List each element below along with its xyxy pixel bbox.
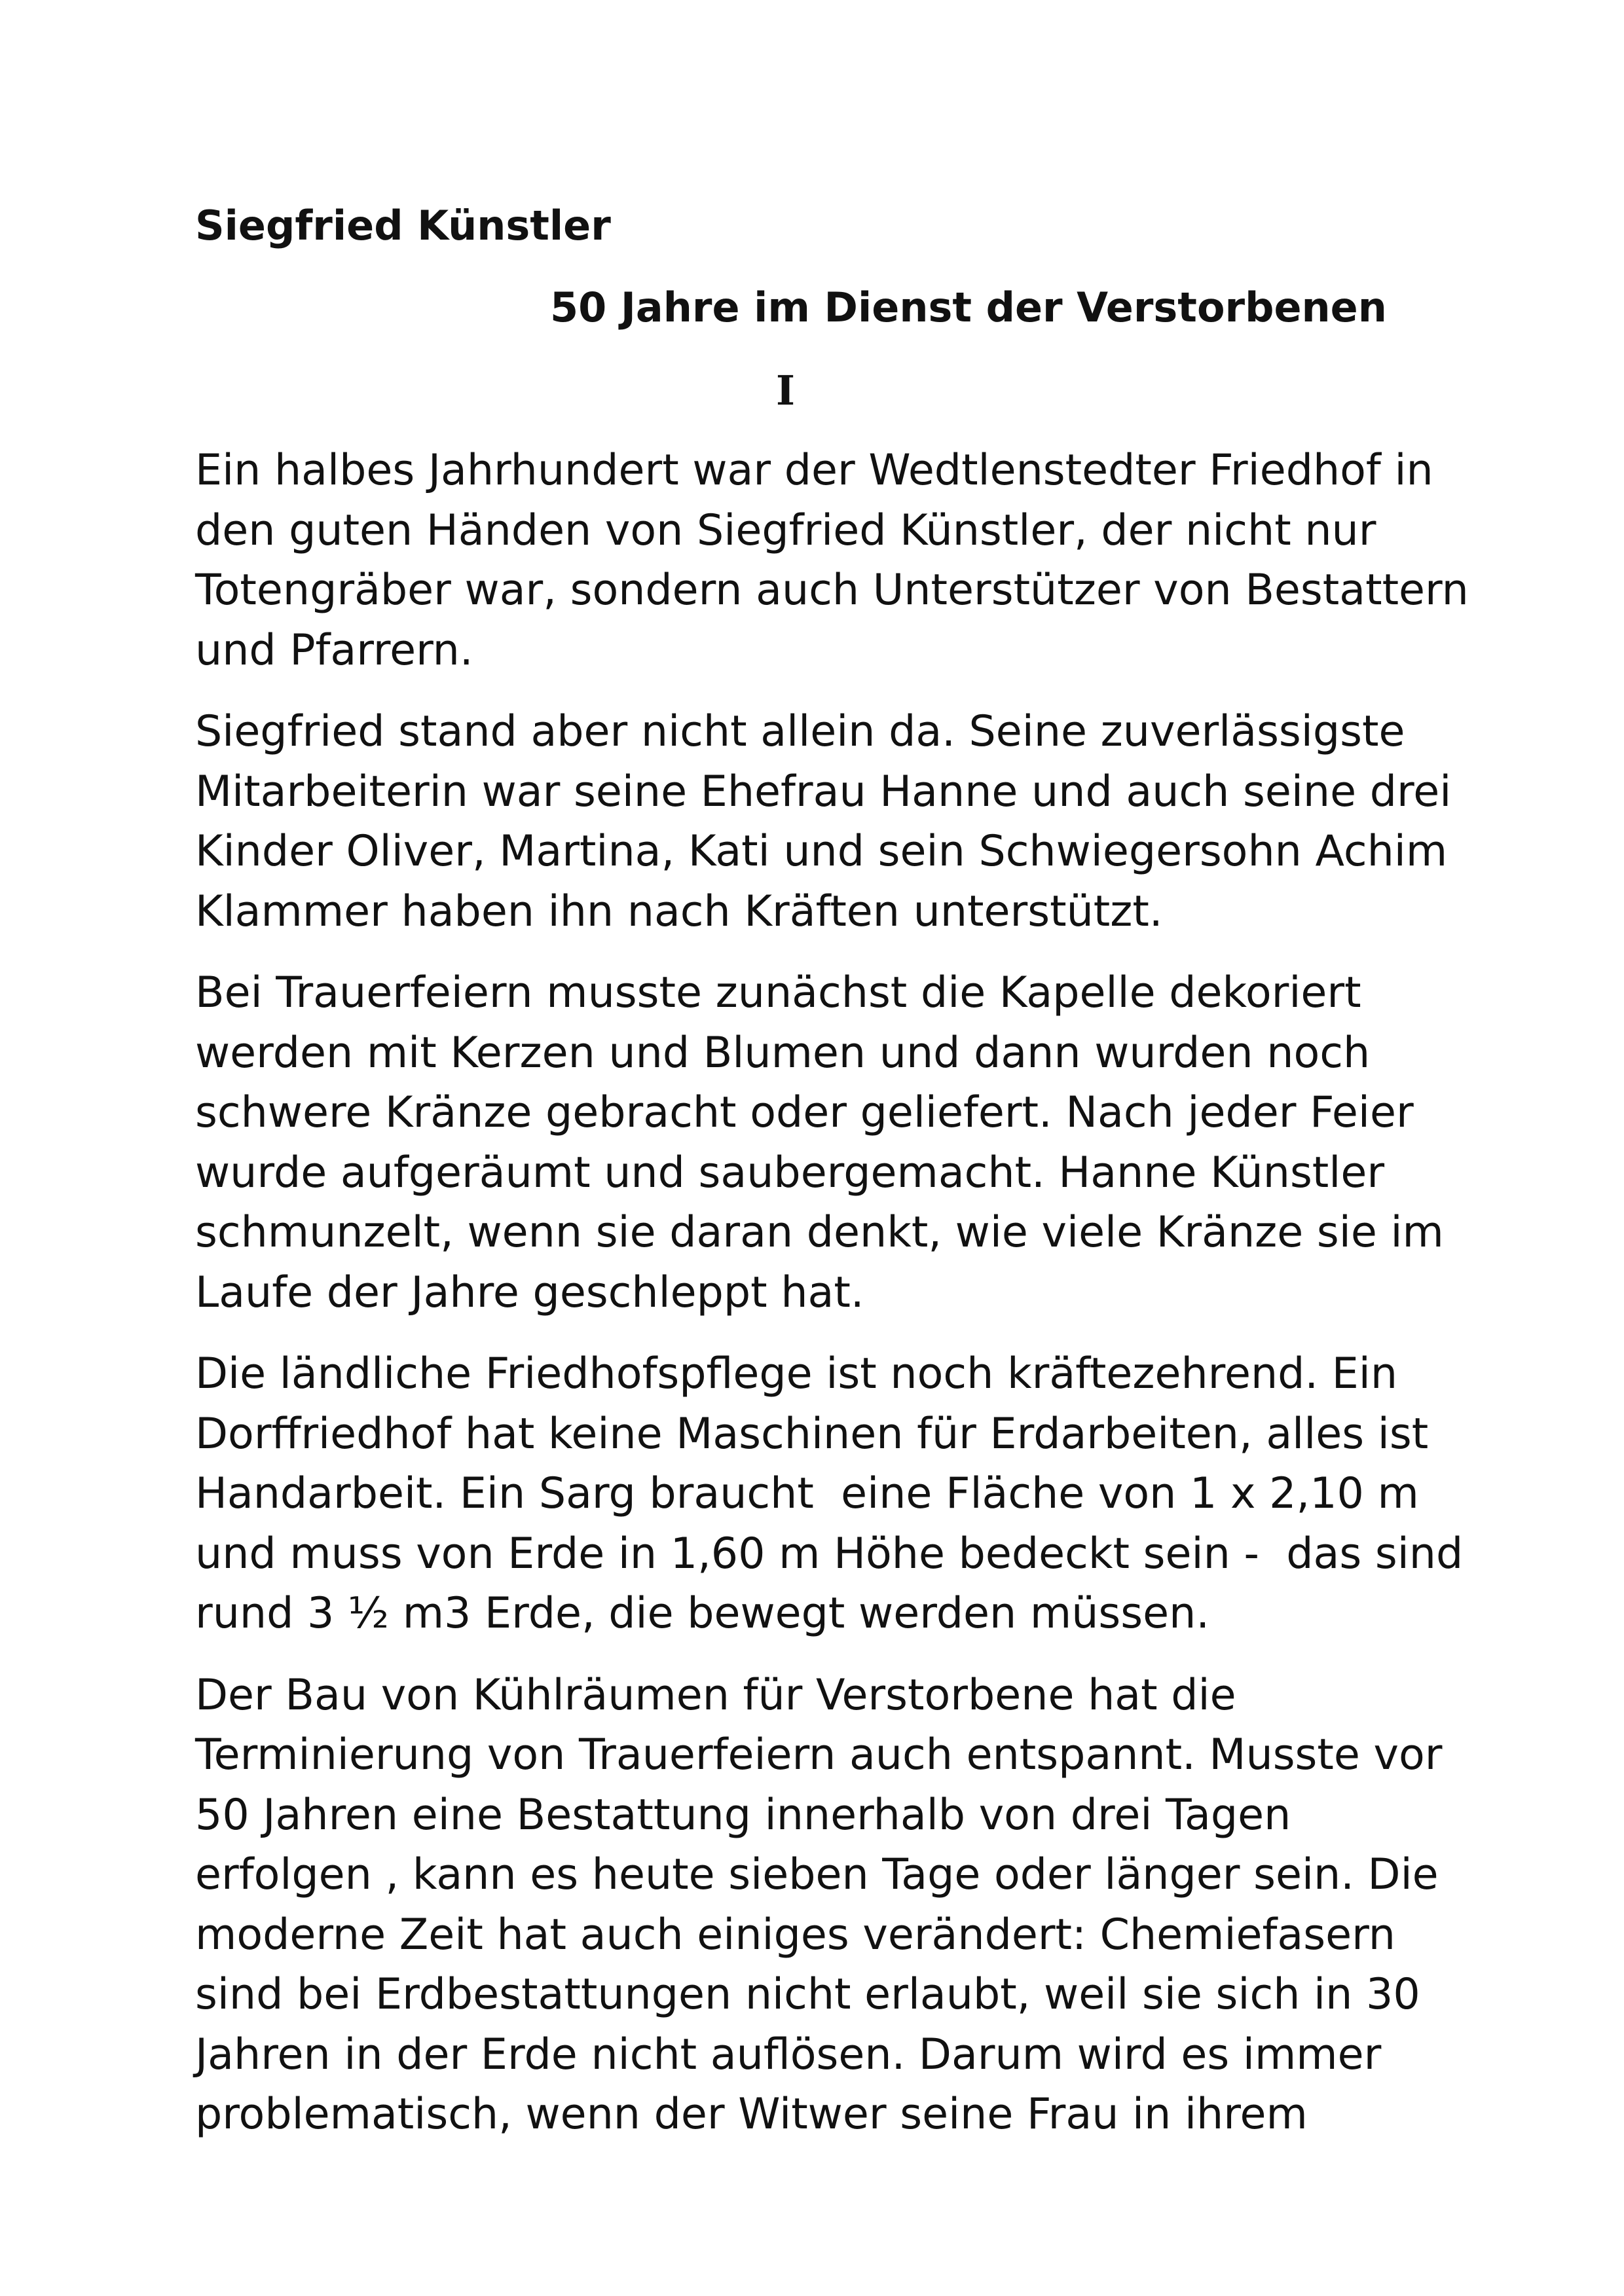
text-line: schwere Kränze gebracht oder geliefert. Nach jeder Feier: [195, 1088, 1414, 1137]
text-line: sind bei Erdbestattungen nicht erlaubt, weil sie sich in 30: [195, 1970, 1420, 2019]
text-line: 50 Jahren eine Bestattung innerhalb von drei Tagen: [195, 1790, 1291, 1840]
text-line: Totengräber war, sondern auch Unterstützer von Bestattern: [195, 566, 1469, 615]
text-line: und Pfarrern.: [195, 625, 473, 675]
text-line: Terminierung von Trauerfeiern auch entspannt. Musste vor: [195, 1730, 1443, 1779]
paragraph-4: [195, 1344, 1498, 1644]
text-line: Der Bau von Kühlräumen für Verstorbene hat die: [195, 1670, 1236, 1720]
text-line: Siegfried stand aber nicht allein da. Seine zuverlässigste: [195, 707, 1405, 756]
text-line: Die ländliche Friedhofspflege ist noch kräftezehrend. Ein: [195, 1349, 1398, 1398]
text-line: wurde aufgeräumt und saubergemacht. Hanne Künstler: [195, 1148, 1385, 1197]
article-title: 50 Jahre im Dienst der Verstorbenen: [550, 283, 1387, 331]
text-line: Mitarbeiterin war seine Ehefrau Hanne und auch seine drei: [195, 767, 1452, 816]
text-line: rund 3 ½ m3 Erde, die bewegt werden müssen.: [195, 1589, 1209, 1638]
paragraph-3: [195, 963, 1498, 1322]
text-line: schmunzelt, wenn sie daran denkt, wie viele Kränze sie im: [195, 1208, 1444, 1257]
text-line: Klammer haben ihn nach Kräften unterstützt.: [195, 886, 1163, 936]
text-line: Dorffriedhof hat keine Maschinen für Erdarbeiten, alles ist: [195, 1409, 1429, 1459]
text-line: Laufe der Jahre geschleppt hat.: [195, 1267, 864, 1317]
paragraph-1: [195, 441, 1498, 680]
paragraph-5: [195, 1666, 1498, 2145]
text-line: erfolgen , kann es heute sieben Tage oder länger sein. Die: [195, 1850, 1439, 1899]
text-line: den guten Händen von Siegfried Künstler, der nicht nur: [195, 505, 1376, 555]
article-body: [195, 441, 1498, 2166]
text-line: Kinder Oliver, Martina, Kati und sein Schwiegersohn Achim: [195, 827, 1448, 876]
text-line: Jahren in der Erde nicht auflösen. Darum wird es immer: [195, 2030, 1382, 2079]
text-line: problematisch, wenn der Witwer seine Frau in ihrem: [195, 2090, 1308, 2139]
text-line: Handarbeit. Ein Sarg braucht eine Fläche von 1 x 2,10 m: [195, 1469, 1419, 1518]
text-line: Ein halbes Jahrhundert war der Wedtlenstedter Friedhof in: [195, 446, 1433, 495]
text-line: und muss von Erde in 1,60 m Höhe bedeckt sein - das sind: [195, 1529, 1464, 1578]
paragraph-2: [195, 702, 1498, 941]
text-line: werden mit Kerzen und Blumen und dann wurden noch: [195, 1028, 1371, 1078]
text-line: Bei Trauerfeiern musste zunächst die Kapelle dekoriert: [195, 968, 1361, 1017]
section-number: I: [776, 367, 796, 414]
author-name: Siegfried Künstler: [195, 202, 611, 249]
text-line: moderne Zeit hat auch einiges verändert: Chemiefasern: [195, 1910, 1395, 1959]
